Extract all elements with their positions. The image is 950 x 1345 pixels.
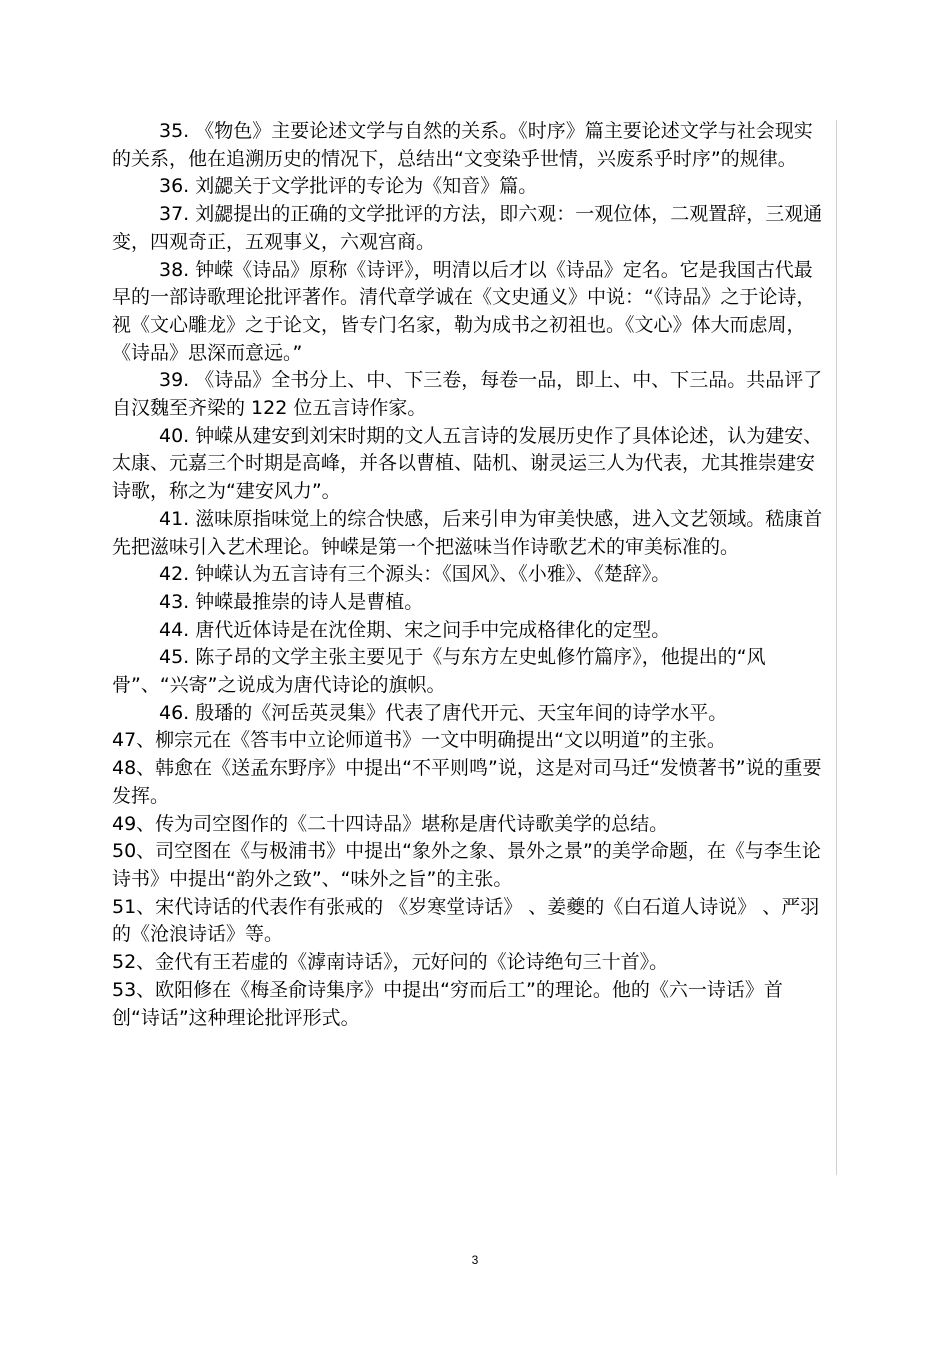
paragraph-49: 49、传为司空图作的《二十四诗品》堪称是唐代诗歌美学的总结。 [112,812,669,835]
paragraph-42: 42. 钟嵘认为五言诗有三个源头：《国风》、《小雅》、《楚辞》。 [159,563,671,586]
paragraph-45: 45. 陈子昂的文学主张主要见于《与东方左史虬修竹篇序》，他提出的“风骨”、“兴寄”之说成为唐代诗论的旗帜。 [112,646,766,697]
paragraph-48: 48、韩愈在《送孟东野序》中提出“不平则鸣”说，这是对司马迁“发愤著书”说的重要发挥。 [112,757,822,807]
paragraph-36: 36. 刘勰关于文学批评的专论为《知音》篇。 [159,175,538,198]
paragraph-53: 53、欧阳修在《梅圣俞诗集序》中提出“穷而后工”的理论。他的《六一诗话》首创“诗话”这种理论批评形式。 [112,978,783,1029]
paragraph-52: 52、金代有王若虚的《滹南诗话》，元好问的《论诗绝句三十首》。 [112,951,669,974]
paragraph-47: 47、柳宗元在《答韦中立论师道书》一文中明确提出“文以明道”的主张。 [112,729,726,752]
paragraph-35: 35. 《物色》主要论述文学与自然的关系。《时序》篇主要论述文学与社会现实的关系，他在追溯历史的情况下，总结出“文变染乎世情，兴废系乎时序”的规律。 [112,120,813,170]
paragraph-44: 44. 唐代近体诗是在沈佺期、宋之问手中完成格律化的定型。 [159,618,671,641]
paragraph-46: 46. 殷璠的《河岳英灵集》代表了唐代开元、天宝年间的诗学水平。 [159,701,728,724]
paragraph-39: 39. 《诗品》全书分上、中、下三卷，每卷一品，即上、中、下三品。共品评了自汉魏至齐梁的 122 位五言诗作家。 [112,369,823,420]
margin-line [836,120,837,1175]
paragraph-41: 41. 滋味原指味觉上的综合快感，后来引申为审美快感，进入文艺领域。嵇康首先把滋味引入艺术理论。钟嵘是第一个把滋味当作诗歌艺术的审美标准的。 [112,507,823,558]
paragraph-51: 51、宋代诗话的代表作有张戒的 《岁寒堂诗话》 、姜夔的《白石道人诗说》 、严羽的《沧浪诗话》等。 [112,895,820,946]
page-number: 3 [471,1253,479,1267]
paragraph-40: 40. 钟嵘从建安到刘宋时期的文人五言诗的发展历史作了具体论述，认为建安、太康、元嘉三个时期是高峰，并各以曹植、陆机、谢灵运三人为代表，尤其推崇建安诗歌，称之为“建安风力”。 [112,424,823,503]
paragraph-43: 43. 钟嵘最推崇的诗人是曹植。 [159,590,424,613]
paragraph-37: 37. 刘勰提出的正确的文学批评的方法，即六观：一观位体，二观置辞，三观通变，四观奇正，五观事义，六观宫商。 [112,203,823,253]
paragraph-50: 50、司空图在《与极浦书》中提出“象外之象、景外之景”的美学命题，在《与李生论诗书》中提出“韵外之致”、“味外之旨”的主张。 [112,840,821,890]
paragraph-38: 38. 钟嵘《诗品》原称《诗评》，明清以后才以《诗品》定名。它是我国古代最早的一部诗歌理论批评著作。清代章学诚在《文史通义》中说：“《诗品》之于论诗，视《文心雕龙》之于论文，皆专门名家，勒为成书之初祖也。《文心》体大而虑周，《诗品》思深而意远。” [112,258,816,364]
page-body [112,118,828,1032]
